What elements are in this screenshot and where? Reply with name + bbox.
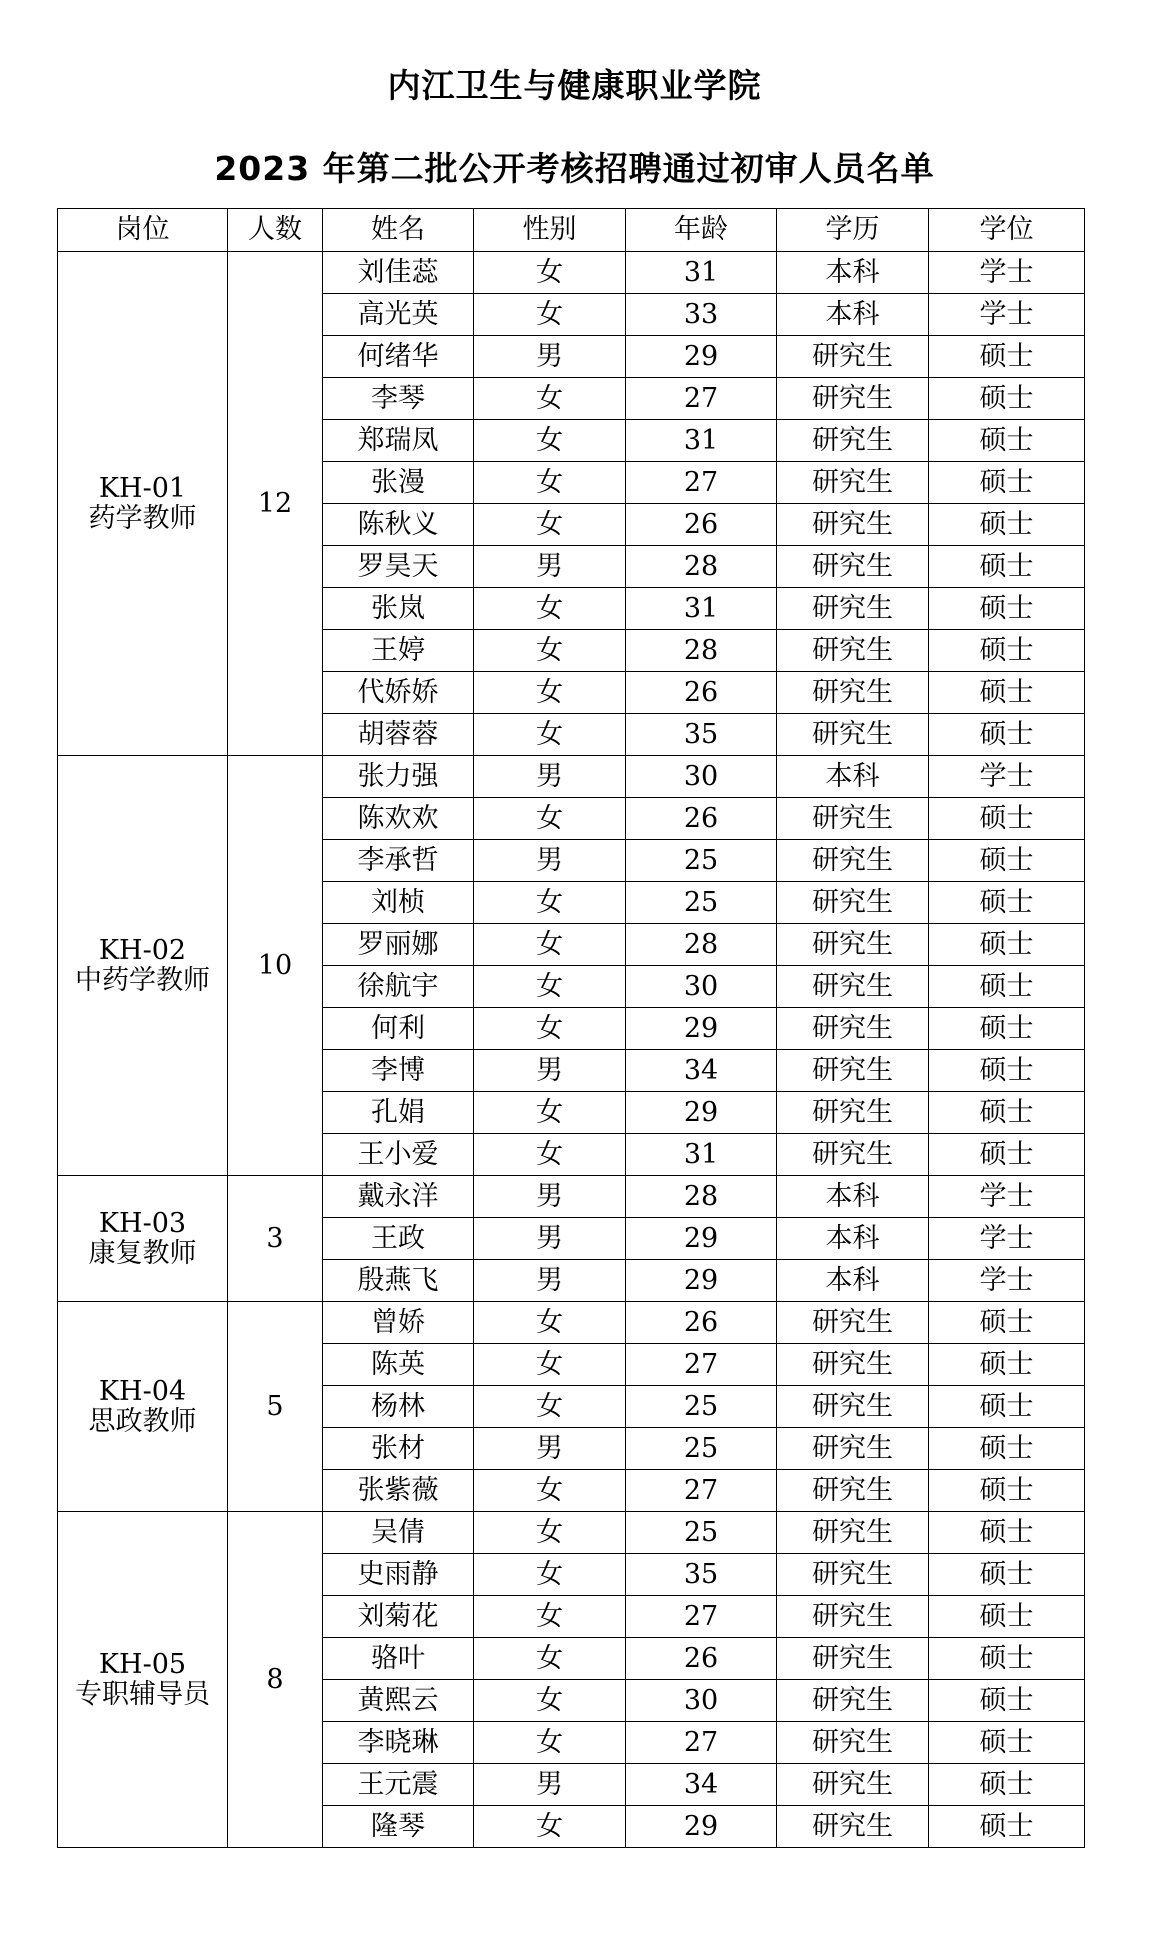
gender-cell: 女 [474,1806,626,1848]
document-title: 内江卫生与健康职业学院 [387,66,762,105]
gender-cell: 女 [474,294,626,336]
degree-cell: 学士 [929,294,1085,336]
count-cell: 10 [228,756,323,1176]
education-cell: 本科 [777,1218,929,1260]
name-cell: 戴永洋 [323,1176,474,1218]
age-cell: 30 [626,756,777,798]
degree-cell: 硕士 [929,1008,1085,1050]
age-cell: 25 [626,882,777,924]
gender-cell: 女 [474,672,626,714]
name-cell: 李晓琳 [323,1722,474,1764]
gender-cell: 女 [474,630,626,672]
age-cell: 28 [626,1176,777,1218]
education-cell: 研究生 [777,336,929,378]
name-cell: 李琴 [323,378,474,420]
age-cell: 25 [626,1512,777,1554]
header-degree: 学位 [929,209,1085,252]
gender-cell: 男 [474,1176,626,1218]
education-cell: 研究生 [777,924,929,966]
education-cell: 研究生 [777,546,929,588]
name-cell: 刘菊花 [323,1596,474,1638]
education-cell: 研究生 [777,1428,929,1470]
degree-cell: 硕士 [929,1134,1085,1176]
education-cell: 本科 [777,252,929,294]
gender-cell: 女 [474,882,626,924]
degree-cell: 硕士 [929,504,1085,546]
gender-cell: 女 [474,966,626,1008]
table-row [58,252,1085,294]
degree-cell: 硕士 [929,546,1085,588]
education-cell: 研究生 [777,1554,929,1596]
post-cell [58,1512,228,1848]
education-cell: 研究生 [777,1386,929,1428]
gender-cell: 女 [474,924,626,966]
name-cell: 陈欢欢 [323,798,474,840]
degree-cell: 硕士 [929,672,1085,714]
education-cell: 研究生 [777,420,929,462]
table-header-row [58,209,1085,252]
gender-cell: 男 [474,1764,626,1806]
education-cell: 研究生 [777,1722,929,1764]
name-cell: 李博 [323,1050,474,1092]
post-code: KH-02 [98,934,187,966]
age-cell: 27 [626,1470,777,1512]
name-cell: 孔娟 [323,1092,474,1134]
degree-cell: 硕士 [929,1680,1085,1722]
age-cell: 35 [626,714,777,756]
education-cell: 研究生 [777,798,929,840]
gender-cell: 男 [474,840,626,882]
education-cell: 研究生 [777,588,929,630]
gender-cell: 男 [474,1260,626,1302]
table-row [58,756,1085,798]
degree-cell: 硕士 [929,840,1085,882]
degree-cell: 硕士 [929,1386,1085,1428]
name-cell: 徐航宇 [323,966,474,1008]
education-cell: 研究生 [777,1092,929,1134]
gender-cell: 女 [474,1008,626,1050]
education-cell: 研究生 [777,462,929,504]
degree-cell: 硕士 [929,1428,1085,1470]
name-cell: 张岚 [323,588,474,630]
age-cell: 27 [626,1722,777,1764]
post-name: 中药学教师 [75,964,210,996]
gender-cell: 女 [474,378,626,420]
age-cell: 28 [626,924,777,966]
age-cell: 29 [626,1008,777,1050]
age-cell: 27 [626,1344,777,1386]
degree-cell: 硕士 [929,462,1085,504]
header-education: 学历 [777,209,929,252]
gender-cell: 女 [474,798,626,840]
document-subtitle: 2023 年第二批公开考核招聘通过初审人员名单 [214,149,935,188]
gender-cell: 女 [474,1344,626,1386]
post-code: KH-04 [98,1375,187,1407]
degree-cell: 硕士 [929,588,1085,630]
gender-cell: 男 [474,546,626,588]
post-code: KH-05 [98,1648,187,1680]
count-cell: 5 [228,1302,323,1512]
gender-cell: 女 [474,1554,626,1596]
post-cell [58,756,228,1176]
name-cell: 骆叶 [323,1638,474,1680]
age-cell: 26 [626,1638,777,1680]
degree-cell: 硕士 [929,1764,1085,1806]
name-cell: 高光英 [323,294,474,336]
education-cell: 研究生 [777,1638,929,1680]
degree-cell: 学士 [929,1176,1085,1218]
gender-cell: 女 [474,1092,626,1134]
name-cell: 罗昊天 [323,546,474,588]
age-cell: 30 [626,1680,777,1722]
post-name: 思政教师 [88,1405,197,1437]
degree-cell: 硕士 [929,1806,1085,1848]
degree-cell: 硕士 [929,966,1085,1008]
gender-cell: 男 [474,1218,626,1260]
degree-cell: 硕士 [929,1050,1085,1092]
name-cell: 张漫 [323,462,474,504]
table-row [58,1512,1085,1554]
name-cell: 代娇娇 [323,672,474,714]
age-cell: 25 [626,1386,777,1428]
gender-cell: 女 [474,504,626,546]
header-gender: 性别 [474,209,626,252]
education-cell: 研究生 [777,1344,929,1386]
degree-cell: 硕士 [929,882,1085,924]
degree-cell: 硕士 [929,1470,1085,1512]
name-cell: 张力强 [323,756,474,798]
gender-cell: 男 [474,1428,626,1470]
degree-cell: 学士 [929,1218,1085,1260]
age-cell: 35 [626,1554,777,1596]
degree-cell: 学士 [929,252,1085,294]
education-cell: 研究生 [777,1806,929,1848]
name-cell: 张紫薇 [323,1470,474,1512]
degree-cell: 硕士 [929,924,1085,966]
gender-cell: 女 [474,1386,626,1428]
name-cell: 李承哲 [323,840,474,882]
post-cell [58,1176,228,1302]
degree-cell: 硕士 [929,1302,1085,1344]
gender-cell: 女 [474,252,626,294]
age-cell: 28 [626,546,777,588]
degree-cell: 学士 [929,756,1085,798]
degree-cell: 硕士 [929,1344,1085,1386]
education-cell: 研究生 [777,504,929,546]
name-cell: 何绪华 [323,336,474,378]
gender-cell: 女 [474,1512,626,1554]
degree-cell: 硕士 [929,714,1085,756]
age-cell: 31 [626,588,777,630]
age-cell: 33 [626,294,777,336]
degree-cell: 硕士 [929,1092,1085,1134]
name-cell: 王婷 [323,630,474,672]
education-cell: 研究生 [777,630,929,672]
education-cell: 研究生 [777,1134,929,1176]
education-cell: 研究生 [777,882,929,924]
count-cell: 8 [228,1512,323,1848]
gender-cell: 女 [474,1596,626,1638]
name-cell: 王政 [323,1218,474,1260]
name-cell: 罗丽娜 [323,924,474,966]
header-count: 人数 [228,209,323,252]
post-name: 康复教师 [88,1237,197,1269]
degree-cell: 学士 [929,1260,1085,1302]
education-cell: 本科 [777,1176,929,1218]
age-cell: 30 [626,966,777,1008]
education-cell: 研究生 [777,1680,929,1722]
name-cell: 吴倩 [323,1512,474,1554]
age-cell: 26 [626,504,777,546]
header-post: 岗位 [58,209,228,252]
name-cell: 隆琴 [323,1806,474,1848]
age-cell: 25 [626,1428,777,1470]
post-cell [58,1302,228,1512]
age-cell: 29 [626,1092,777,1134]
education-cell: 研究生 [777,672,929,714]
age-cell: 28 [626,630,777,672]
education-cell: 研究生 [777,1008,929,1050]
education-cell: 研究生 [777,714,929,756]
education-cell: 研究生 [777,840,929,882]
degree-cell: 硕士 [929,378,1085,420]
degree-cell: 硕士 [929,420,1085,462]
gender-cell: 男 [474,336,626,378]
header-name: 姓名 [323,209,474,252]
name-cell: 史雨静 [323,1554,474,1596]
name-cell: 曾娇 [323,1302,474,1344]
degree-cell: 硕士 [929,630,1085,672]
age-cell: 31 [626,252,777,294]
name-cell: 胡蓉蓉 [323,714,474,756]
age-cell: 27 [626,462,777,504]
name-cell: 杨林 [323,1386,474,1428]
name-cell: 殷燕飞 [323,1260,474,1302]
education-cell: 研究生 [777,1470,929,1512]
age-cell: 31 [626,420,777,462]
education-cell: 本科 [777,294,929,336]
header-age: 年龄 [626,209,777,252]
candidate-table [57,208,1085,1848]
education-cell: 研究生 [777,1596,929,1638]
count-cell: 12 [228,252,323,756]
post-cell [58,252,228,756]
age-cell: 29 [626,1806,777,1848]
age-cell: 29 [626,1260,777,1302]
education-cell: 研究生 [777,966,929,1008]
age-cell: 31 [626,1134,777,1176]
gender-cell: 女 [474,1134,626,1176]
degree-cell: 硕士 [929,336,1085,378]
age-cell: 26 [626,672,777,714]
education-cell: 研究生 [777,1302,929,1344]
education-cell: 研究生 [777,378,929,420]
degree-cell: 硕士 [929,798,1085,840]
gender-cell: 女 [474,1680,626,1722]
gender-cell: 女 [474,1722,626,1764]
gender-cell: 女 [474,420,626,462]
post-code: KH-03 [98,1207,187,1239]
age-cell: 34 [626,1050,777,1092]
gender-cell: 女 [474,714,626,756]
degree-cell: 硕士 [929,1596,1085,1638]
name-cell: 王元震 [323,1764,474,1806]
degree-cell: 硕士 [929,1512,1085,1554]
name-cell: 刘桢 [323,882,474,924]
count-cell: 3 [228,1176,323,1302]
degree-cell: 硕士 [929,1638,1085,1680]
education-cell: 研究生 [777,1764,929,1806]
age-cell: 25 [626,840,777,882]
name-cell: 郑瑞凤 [323,420,474,462]
name-cell: 何利 [323,1008,474,1050]
name-cell: 陈秋义 [323,504,474,546]
table-body [58,252,1085,1848]
name-cell: 王小爱 [323,1134,474,1176]
age-cell: 27 [626,378,777,420]
age-cell: 34 [626,1764,777,1806]
age-cell: 26 [626,798,777,840]
post-code: KH-01 [98,472,187,504]
name-cell: 黄熙云 [323,1680,474,1722]
gender-cell: 女 [474,462,626,504]
gender-cell: 女 [474,1302,626,1344]
name-cell: 刘佳蕊 [323,252,474,294]
education-cell: 研究生 [777,1050,929,1092]
education-cell: 研究生 [777,1512,929,1554]
age-cell: 26 [626,1302,777,1344]
age-cell: 29 [626,336,777,378]
education-cell: 本科 [777,756,929,798]
name-cell: 张材 [323,1428,474,1470]
table-row [58,1176,1085,1218]
age-cell: 29 [626,1218,777,1260]
gender-cell: 女 [474,588,626,630]
education-cell: 本科 [777,1260,929,1302]
gender-cell: 男 [474,756,626,798]
name-cell: 陈英 [323,1344,474,1386]
gender-cell: 男 [474,1050,626,1092]
age-cell: 27 [626,1596,777,1638]
degree-cell: 硕士 [929,1722,1085,1764]
post-name: 专职辅导员 [75,1678,210,1710]
degree-cell: 硕士 [929,1554,1085,1596]
post-name: 药学教师 [88,502,197,534]
table-row [58,1302,1085,1344]
gender-cell: 女 [474,1470,626,1512]
gender-cell: 女 [474,1638,626,1680]
